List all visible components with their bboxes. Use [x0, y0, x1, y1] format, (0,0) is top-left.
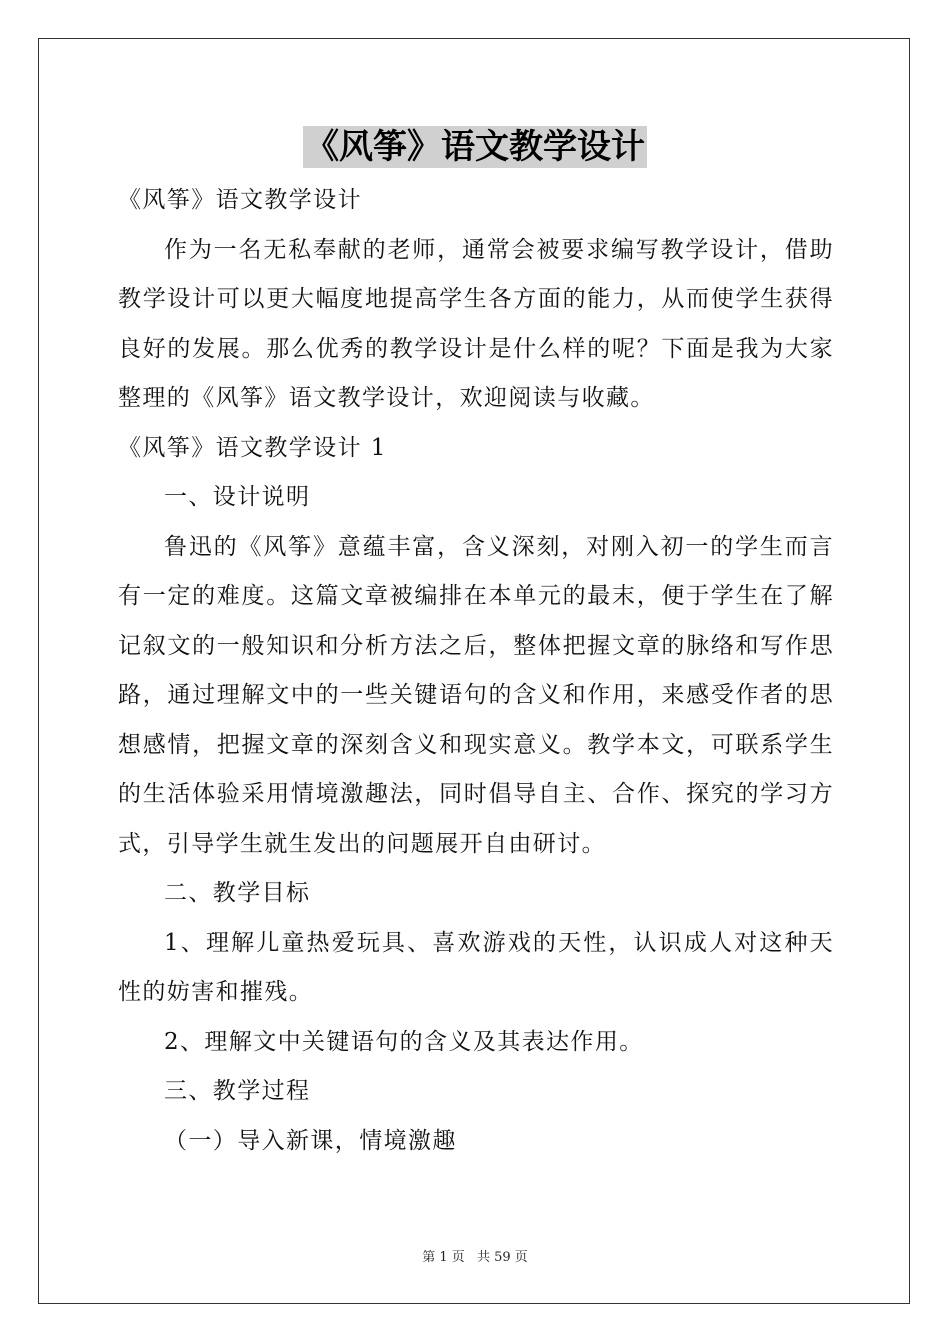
paragraph: 《风筝》语文教学设计	[118, 187, 362, 213]
section-heading: 一、设计说明	[164, 484, 311, 510]
page-number: 第 1 页	[422, 1250, 465, 1265]
page-total: 共 59 页	[476, 1250, 528, 1265]
document-title: 《风筝》语文教学设计	[305, 127, 645, 167]
paragraph: 2、理解文中关键语句的含义及其表达作用。	[164, 1028, 644, 1055]
paragraph: 鲁迅的《风筝》意蕴丰富，含义深刻，对刚入初一的学生而言有一定的难度。这篇文章被编排在本单元的最末，便于学生在了解记叙文的一般知识和分析方法之后，整体把握文章的脉络和写作思路，通过理解文中的一些关键语句的含义和作用，来感受作者的思想感情，把握文章的深刻含义和现实意义。教学本文，可联系学生的生活体验采用情境激趣法，同时倡导自主、合作、探究的学习方式，引导学生就生发出的问题展开自由研讨。	[118, 533, 834, 857]
paragraph: 作为一名无私奉献的老师，通常会被要求编写教学设计，借助教学设计可以更大幅度地提高学生各方面的能力，从而使学生获得良好的发展。那么优秀的教学设计是什么样的呢？下面是我为大家整理的《风筝》语文教学设计，欢迎阅读与收藏。	[118, 236, 834, 411]
document-body	[118, 176, 834, 1166]
paragraph: 1、理解儿童热爱玩具、喜欢游戏的天性，认识成人对这种天性的妨害和摧残。	[118, 929, 834, 1005]
section-heading: 三、教学过程	[164, 1078, 311, 1104]
title-container	[0, 126, 950, 168]
section-heading: 二、教学目标	[164, 880, 311, 906]
paragraph: 《风筝》语文教学设计 1	[118, 434, 387, 461]
page-footer	[0, 1246, 950, 1265]
subsection-heading: （一）导入新课，情境激趣	[164, 1127, 457, 1154]
